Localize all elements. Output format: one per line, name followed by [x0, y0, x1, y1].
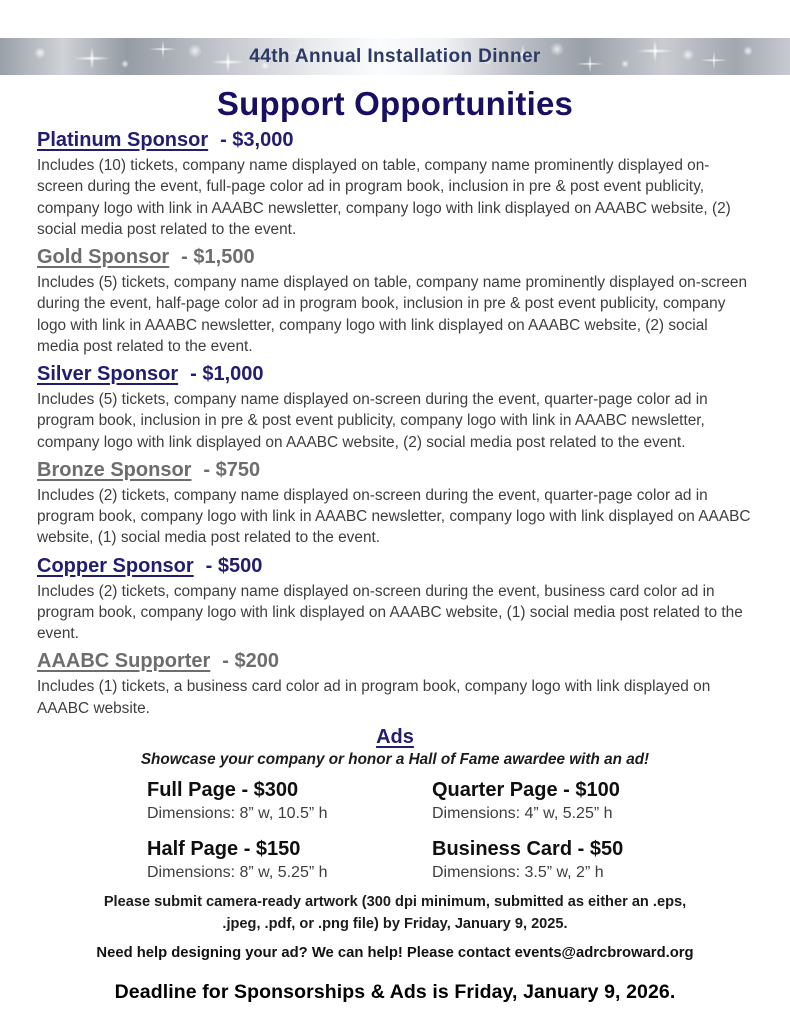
sponsor-name: Platinum Sponsor [37, 129, 209, 151]
sponsor-price: - $200 [222, 650, 280, 673]
sponsor-description: Includes (10) tickets, company name displayed on table, company name prominently displayed on-screen during the event, full-page color ad in program book, inclusion in pre & post event publicity, company logo with link in AAABC newsletter, company logo with link displayed on AAABC website, (2) social media post related to the event. [37, 157, 731, 238]
ad-label: Quarter Page - $100 [432, 778, 620, 801]
sponsor-section-gold [37, 246, 753, 357]
sponsor-price: - $500 [205, 554, 263, 577]
sponsor-name: Copper Sponsor [37, 554, 194, 577]
content-area [0, 129, 790, 1004]
ad-option-business-card [432, 838, 753, 884]
event-title: 44th Annual Installation Dinner [249, 45, 541, 67]
sponsor-description: Includes (5) tickets, company name displayed on table, company name prominently displayed on-screen during the event, half-page color ad in program book, inclusion in pre & post event publicity, company logo with link in AAABC newsletter, company logo with link displayed on AAABC website, (2) social media post related to the event. [37, 274, 748, 355]
sponsor-name: AAABC Supporter [37, 650, 211, 673]
page-title: Support Opportunities [216, 85, 574, 122]
sponsor-price: - $3,000 [220, 129, 294, 151]
sponsor-heading [37, 650, 753, 673]
sponsor-name: Gold Sponsor [37, 246, 170, 268]
sponsor-description: Includes (5) tickets, company name displayed on-screen during the event, quarter-page color ad in program book, inclusion in pre & post event publicity, company logo with link in AAABC newsletter, company logo with link displayed on AAABC website, (2) social media post related to the event. [37, 391, 708, 451]
sponsor-price: - $1,500 [181, 246, 255, 268]
sponsor-heading [37, 363, 753, 386]
ads-tagline: Showcase your company or honor a Hall of Fame awardee with an ad! [140, 750, 650, 768]
ad-label: Full Page - $300 [147, 778, 299, 801]
ad-option-half-page [147, 838, 432, 884]
sponsor-heading [37, 555, 753, 578]
sponsor-section-bronze [37, 459, 753, 549]
sponsor-heading [37, 459, 753, 482]
sponsor-name: Bronze Sponsor [37, 458, 192, 481]
ad-option-quarter-page [432, 779, 753, 825]
sponsor-price: - $1,000 [190, 363, 264, 385]
sponsor-price: - $750 [203, 458, 261, 481]
sponsor-heading [37, 129, 753, 152]
ads-grid [147, 779, 753, 884]
sponsor-description: Includes (2) tickets, company name displayed on-screen during the event, quarter-page color ad in program book, company logo with link in AAABC newsletter, company logo with link displayed on AAABC website, (1) social media post related to the event. [37, 486, 751, 547]
ad-dimensions: Dimensions: 3.5” w, 2” h [432, 863, 604, 881]
sponsor-section-platinum [37, 129, 753, 240]
sponsor-section-copper [37, 555, 753, 645]
sponsor-description: Includes (1) tickets, a business card color ad in program book, company logo with link displayed on AAABC website. [37, 678, 711, 717]
sponsor-section-aaabc-supporter [37, 650, 753, 719]
ad-option-full-page [147, 779, 432, 825]
ads-section-title: Ads [376, 725, 414, 748]
ad-label: Half Page - $150 [147, 837, 301, 860]
sponsor-description: Includes (2) tickets, company name displayed on-screen during the event, business card color ad in program book, company logo with link displayed on AAABC website, (1) social media post related to the event. [37, 582, 743, 642]
ad-label: Business Card - $50 [432, 837, 624, 860]
design-help-note: Need help designing your ad? We can help! Please contact events@adrcbroward.org [96, 945, 694, 962]
sponsor-heading [37, 246, 753, 269]
artwork-submission-note: Please submit camera-ready artwork (300 dpi minimum, submitted as either an .eps, .jpeg, .pdf, or .png file) by Friday, January 9, 2025. [103, 894, 687, 933]
deadline-note: Deadline for Sponsorships & Ads is Friday, January 9, 2026. [114, 981, 676, 1004]
sponsor-section-silver [37, 363, 753, 453]
ad-dimensions: Dimensions: 8” w, 10.5” h [147, 804, 328, 822]
ad-dimensions: Dimensions: 4” w, 5.25” h [432, 804, 613, 822]
sponsor-name: Silver Sponsor [37, 363, 179, 385]
header-banner [0, 38, 790, 75]
ad-dimensions: Dimensions: 8” w, 5.25” h [147, 863, 328, 881]
